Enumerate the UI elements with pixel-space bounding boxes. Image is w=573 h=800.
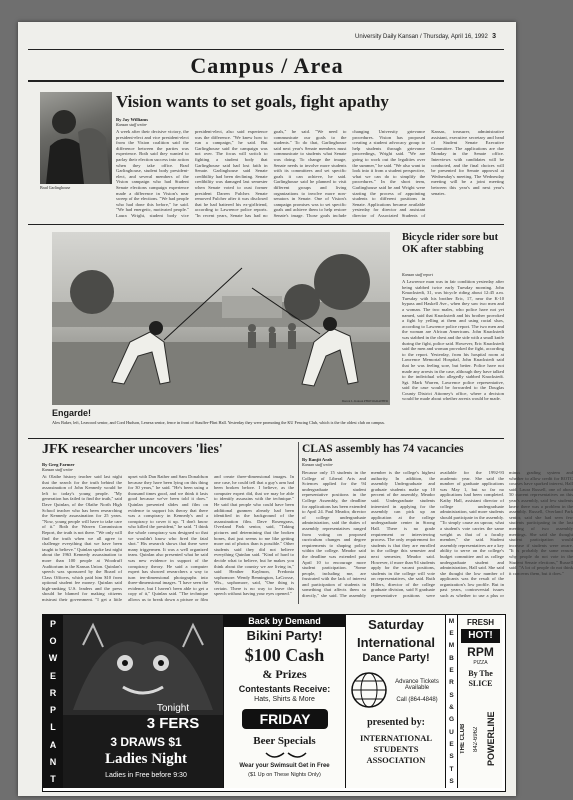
- wear-swimsuit-label: Wear your Swimsuit Get in Free: [239, 763, 330, 769]
- strip-letter: E: [449, 630, 454, 638]
- garlinghouse-photo: [40, 92, 112, 184]
- band-letter: N: [49, 757, 57, 768]
- bikini-illustration: [264, 749, 308, 763]
- newspaper-page: [18, 22, 573, 796]
- band-letter: R: [49, 687, 57, 698]
- engarde-title: Engarde!: [52, 408, 92, 418]
- strip-letter: S: [449, 753, 454, 761]
- strip-letter: &: [449, 704, 454, 712]
- prizes-label: & Prizes: [262, 667, 307, 681]
- hot-label: HOT!: [461, 629, 500, 643]
- three-fers-label: 3 FERS: [146, 715, 200, 732]
- hats-shirts-label: Hats, Shirts & More: [254, 696, 315, 703]
- powerplant-vertical-band: [43, 615, 63, 788]
- clas-body: Because only 15 students in the College of Liberal Arts and Sciences applied for the 94 undergraduate student representative positions in the College Assembly, the deadline for applications has been extended to April 24. Paul Meador, director of college undergraduate administration, said the duties of assembly representatives ranged from voting on proposed curriculum changes and degree requirements to shaping policy within the college. Meador said the deadline was extended past April 10 to encourage more student participation. "Some people, including me, are frustrated with the lack of interest and participation of students in something that affects them so directly," she said. The assembly member is the college's highest authority. In addition, the assembly Undergraduate and graduate students make up 10 percent of the assembly, Meador said. Undergraduate students interested in applying for the assembly can pick up an application at the college undergraduate center in Strong Hall. There is no grade requirement or interviewing process. The only requirement for students is that they are enrolled in the college this semester and next semester, Meador said. However, if more than 94 students apply for the vacant positions, students in the college will vote on representatives, she said. Ruth Hillers, director of the college graduate division, said 8 graduate representative positions were available for the 1992-93 academic year. She said the number of graduate applications was May 1, but so far no applications had been completed. Kathy Hall, assistant director of college undergraduate administration, said more students should participate in the assembly. "To simply cause an uproar, what a student's vote carries the same weight as that of a faculty member," she said. Student assembly representatives are a key ability to serve on the college's budget committee and as college undergraduate student and administration, Hall said. She said she thought the low number of applicants was the result of the organization's low profile. But in past years, controversial issues such as whether to use a plus or minus grading system and whether to allow credit for ROTC courses have sparked interest, Hall said. Laura Russell, one of about 50 current representatives on this year's assembly, said few students knew there was a problem in the assembly. Russell, Overland Park senior, said she had seen few students participating in the last meeting of two assembly meetings. She said she thought student participation would increase if students were aware. "It is probably the same reason why people do not vote in the Student Senate elections," Russell said. "A lot of people do not think it concerns them, but it does.": [302, 470, 573, 599]
- members-guests-strip: [445, 615, 457, 788]
- the-club-label: THE CLUB: [460, 723, 466, 755]
- strip-letter: S: [449, 691, 454, 699]
- person-silhouette: [40, 92, 112, 184]
- rpm-label: RPM: [467, 645, 494, 659]
- divider: [28, 224, 504, 225]
- engarde-photo: [52, 232, 390, 405]
- clas-headline: CLAS assembly has 74 vacancies: [302, 443, 464, 455]
- draws-label: 3 DRAWS $1: [110, 735, 182, 749]
- clas-byline-role: Kansan staff writer: [302, 462, 333, 467]
- friday-label: FRIDAY: [242, 709, 328, 729]
- jfk-headline: JFK researcher uncovers 'lies': [42, 442, 223, 457]
- engarde-caption: Alex Baker, left, Leawood senior, and Cord Hudson, Lenexa senior, fence in front of Stauffer-Flint Hall. Yesterday they were promoting the KU Fencing Club, which is the the oldest club on campus.: [52, 420, 386, 425]
- band-letter: W: [48, 653, 58, 664]
- header-date: University Daily Kansan / Thursday, April 16, 1992: [355, 34, 488, 40]
- vision-body: A week after their decisive victory, the president-elect and vice president-elect from the Vision coalition said the difference between the parties was experience. Both said they wanted to parlay their election success into action when they take office. Brad Garlinghouse, student body president-elect, and several members of the Vision campaign who had Student Senate elections campaign experience made a difference in Vision's near sweep of the elections. "We had people who had done this before," he said. "We had energetic, motivated people." Laura Wright, student body vice president-elect, also said experience was the difference. "We knew how to run a campaign," he said. But Garlinghouse said the campaign was not over. The focus will switch to fighting a student body that Garlinghouse said had lost faith in Senate. Garlinghouse said Senate credibility had been declining. Senate credibility was damaged last semester when Senate voted to oust former president Darren Fulcher. Senate removed Fulcher after it was disclosed that he had battered his ex-girlfriend, according to Lawrence police reports. "In recent years, Senate has had no goals," he said. "We need to communicate our goals to the students." To do that, Garlinghouse said next year's Senate members must communicate to students what Senate was doing. To change the image, Senate needs to involve more students with its committees and set specific goals it can achieve, he said. Garlinghouse said he planned to visit different groups and living organizations to involve more non-senators in Senate. One of Vision's campaign promises was to set specific goals and achieve them to help restore Senate's image. Those goals include changing University grievance procedures. Vision has proposed creating a student advocacy group to help students through grievance proceedings, Wright said. "We are going to work out the legalities over the summer," he said. "We also want to look into it from a student perspective, what we can do to simplify the procedures." In the short term, Garlinghouse said he and Wright were starting the process of appointing students to different positions in Senate. Applications became available yesterday for director and assistant director of Associated Students of Kansas, treasurer, administrative assistant, executive secretary and head of Student Senate Executive Committee. The applications are due Monday in the Senate office. Interviews with candidates will be conducted, and the final choices will be presented for Senate approval at Wednesday's meeting. The Wednesday meeting will be a joint meeting between this year's and next year's senates.: [116, 129, 504, 218]
- jfk-byline: By Greg Farmer: [42, 462, 75, 467]
- strip-letter: B: [449, 654, 454, 662]
- beer-specials-label: Beer Specials: [253, 735, 316, 747]
- page-number: 3: [492, 33, 496, 40]
- phone-label: 842-6962: [473, 726, 479, 752]
- jfk-body: At Olathe history teacher said last night that the search for the truth behind the assassination of John Kennedy would be left to today's young people. "My generation has failed to find the truth," said Dave Quinlan, of the Olathe North High School teacher who has been researching the Kennedy assassination for 25 years. "Now, young people will have to take care of it." Both the Warren Commission Report, the truth is not there. "We only will find the truth when we all agree to challenge everything that we have been taught to believe." Quinlan spoke last night about the 1963 Kennedy assassination to more than 100 people at Woodruff Auditorium in the Kansas Union. Quinlan's speech was sponsored by the Board of Class Officers, which paid him $10 from optional student fee money. Quinlan said high-ranking U.S. leaders and the press should be blamed for making citizens mistrust their government. "I get a little upset with Dan Rather and Sam Donaldson because they have been lying on this thing for 30 years," he said. "He's been using a thousand times good, and we think it lasts good because we've been told it does." Quinlan presented slides and film on evidence to support his theory that there was a conspiracy in Kennedy's and a conspiracy to cover it up. "I don't know who killed the president," he said. "I think the whole conspiracy was designed so that we wouldn't know who fired the fatal shot." His research shows that there were many triggermen. It was a well organized team. Quinlan also presented what he said was new evidence in support of the conspiracy theory. He said a computer expert has showed researchers a way to turn ten-dimensional photographs into three-dimensional images. "I have seen the evidence, but I haven't been able to get a copy of it," Quinlan said. "The technique allows us to break down a picture or film and create three-dimensional images. In one case, he could tell that a guy's arm had been broken before. I believe, as the computer expert did, that we may be able to identify assassins with the technique." He said that people who could have been additional gunmen already had been identified in the background of the assassination film. Dave Rosengrass, Overland Park senior, said, "Taking pictures and determining that the broken bones, that just seems to me like getting more out of photos than is possible." Other students said they did not believe everything Quinlan said. "Kind of hard to decide what to believe, but he makes you think about the country we are living in," said Heather Kaylmon, Fredonia sophomore. Wendy Bennington, LaCrosse, Wis., sophomore, said, "One thing is certain. There is no way to leave this speech without having your eyes opened.": [42, 474, 294, 603]
- ladies-night-panel: [63, 615, 223, 788]
- band-letter: P: [49, 618, 56, 629]
- presented-by-label: presented by:: [367, 717, 425, 728]
- strip-letter: S: [449, 778, 454, 786]
- section-title: Campus / Area: [190, 53, 344, 78]
- isa-label: INTERNATIONAL STUDENTS ASSOCIATION: [359, 733, 433, 765]
- powerline-label: POWERLINE: [486, 711, 496, 767]
- strip-letter: E: [449, 741, 454, 749]
- band-letter: T: [50, 774, 56, 785]
- bicycle-byline: Kansan staff report: [402, 272, 433, 277]
- band-letter: A: [49, 739, 57, 750]
- strip-letter: M: [448, 617, 455, 625]
- bikini-party-panel: [223, 615, 345, 788]
- section-rule: [28, 80, 504, 82]
- ladies-night-label: Ladies Night: [104, 751, 188, 767]
- strip-letter: U: [449, 728, 454, 736]
- column-rule: [298, 442, 299, 604]
- call-number-label: Call (864-4848): [396, 697, 438, 703]
- fresh-label: FRESH: [466, 618, 495, 627]
- strip-letter: E: [449, 667, 454, 675]
- fencing-scene: [52, 232, 390, 405]
- vision-photo-caption: Brad Garlinghouse: [40, 185, 71, 190]
- band-letter: L: [50, 722, 56, 733]
- powerplant-advertisement: [42, 614, 506, 792]
- vision-byline: By Jay Williams: [116, 117, 148, 122]
- strip-letter: M: [448, 642, 455, 650]
- dance-party-panel: [345, 615, 445, 788]
- dance-party-label: Dance Party!: [362, 652, 430, 664]
- by-the-label: By The: [468, 669, 493, 678]
- vision-headline: Vision wants to set goals, fight apathy: [116, 92, 389, 111]
- advance-tickets-label: Advance Tickets Available: [395, 679, 439, 691]
- strip-letter: G: [448, 716, 455, 724]
- ladies-free-label: Ladies in Free before 9:30: [105, 772, 187, 779]
- globe-icon: [350, 671, 388, 709]
- saturday-label: Saturday: [368, 617, 424, 632]
- band-letter: E: [49, 670, 56, 681]
- bikini-party-label: Bikini Party!: [246, 628, 323, 643]
- back-by-demand-label: Back by Demand: [224, 615, 345, 627]
- tonight-label: Tonight: [156, 703, 190, 714]
- clas-byline: By Ranjit Arab: [302, 457, 333, 462]
- band-letter: P: [49, 705, 56, 716]
- band-letter: O: [49, 635, 57, 646]
- cash-prize-label: $100 Cash: [244, 645, 325, 665]
- strip-letter: R: [449, 679, 454, 687]
- international-label: International: [356, 635, 435, 650]
- jfk-byline-role: Kansan staff writer: [42, 467, 73, 472]
- strip-letter: T: [449, 765, 454, 773]
- page-header: [18, 32, 516, 44]
- wear-swimsuit-sub: ($1 Up on These Nights Only): [248, 772, 321, 778]
- contestants-receive-label: Contestants Receive:: [238, 684, 331, 694]
- bicycle-headline: Bicycle rider sore but OK after stabbing: [402, 232, 499, 255]
- engarde-photo-credit: Darren L. Kansan PHOTOGRAPHER: [341, 399, 388, 403]
- tiki-figure-art: [63, 615, 223, 715]
- bicycle-body: A Lawrence man was in fair condition yesterday after being stabbed twice early Tuesday morning. John Kmackstedt, 31, was bicycle riding about 12:45 a.m. Tuesday with his brother Eric, 17, near the K-10 bypass and Haskell Ave., when they saw two men and a woman. The two males, who police have not yet named, said that Knackstedt and his brother provoked a fight by yelling at them and using racial slurs, according to Lawrence police report. The two men and the woman are African Americans. John Knackstedt was stabbed in the chest and the side with a small knife during the fight, police said. However, Eric Knackstedt said the men and woman provoked the fight, according to the report. Yesterday, from his hospital room at Lawrence Memorial Hospital, John Knackstedt said that he was feeling sore, but better. Police have not made any arrests in the case, although they have talked to the individual who allegedly stabbed Knackstedt. Sgt. Mark Warren, Lawrence police representative, said the case would be forwarded to the Douglas County District Attorney's office, where a decision would be made about whether arrests would be made.: [402, 279, 504, 402]
- rpm-pizza-panel: [457, 615, 502, 788]
- header-rule: [28, 49, 504, 50]
- pizza-label: PIZZA: [473, 660, 488, 666]
- slice-label: SLICE: [468, 679, 493, 688]
- vision-byline-role: Kansan staff writer: [116, 122, 147, 127]
- divider-2: [28, 438, 504, 439]
